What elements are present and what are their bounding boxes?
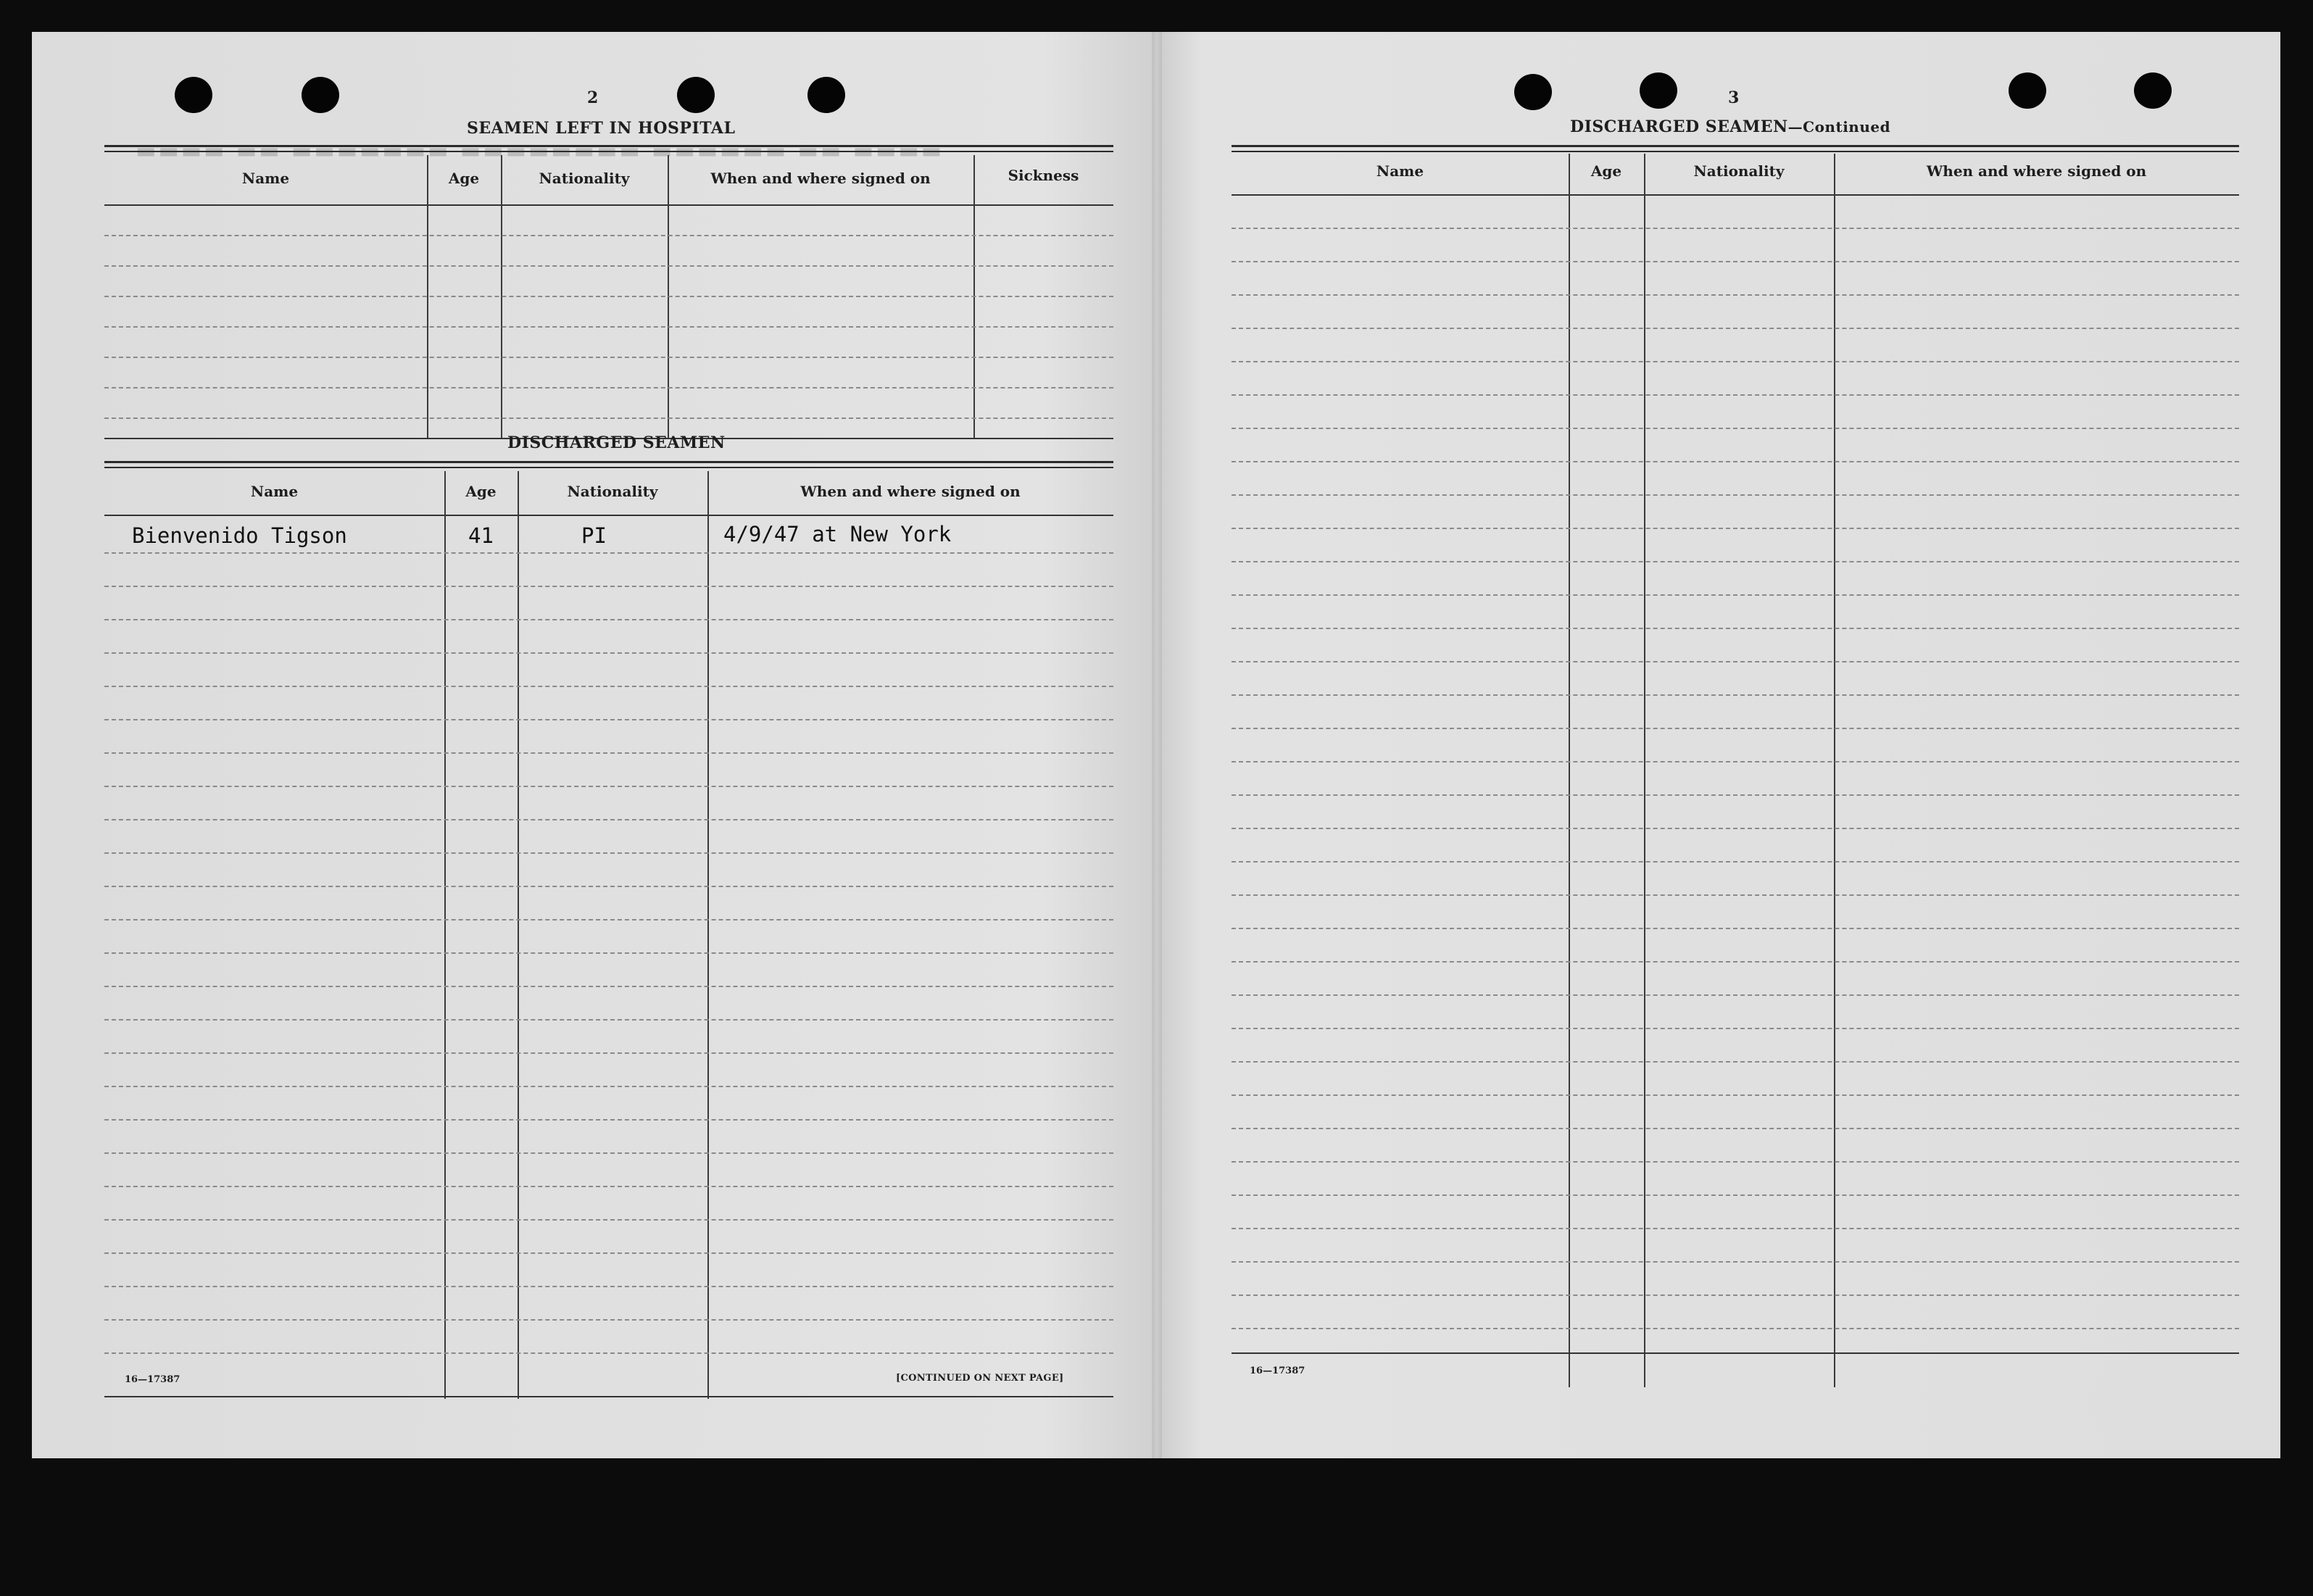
punch-hole [1640, 72, 1677, 109]
row-line [1232, 1294, 2239, 1296]
punch-hole [2134, 72, 2172, 109]
row-line [1232, 561, 2239, 562]
row-line [1232, 1161, 2239, 1163]
rule [1232, 151, 2239, 152]
rule [1232, 145, 2239, 147]
row-line [1232, 728, 2239, 729]
column-divider [444, 471, 446, 1399]
row-line [1232, 761, 2239, 762]
row-line [1232, 1228, 2239, 1229]
row-line [104, 986, 1113, 987]
section-title-discharged-continued [1570, 117, 1890, 136]
form-number: 16—17387 [125, 1374, 180, 1385]
row-line [1232, 794, 2239, 796]
row-line [104, 652, 1113, 654]
page-fold [1152, 32, 1162, 1458]
column-divider [707, 471, 709, 1399]
column-header: Age [448, 170, 480, 187]
column-header: When and where signed on [800, 483, 1021, 500]
column-divider [518, 471, 519, 1399]
row-line [1232, 1061, 2239, 1063]
rule [104, 461, 1113, 463]
punch-hole [1514, 74, 1552, 110]
rule [104, 145, 1113, 147]
manifest-sheet [32, 32, 2280, 1458]
column-divider [668, 155, 669, 439]
row-line [104, 1152, 1113, 1154]
row-line [104, 1252, 1113, 1254]
row-line [1232, 694, 2239, 696]
column-divider [501, 155, 502, 439]
row-line [1232, 394, 2239, 396]
row-line [1232, 594, 2239, 596]
column-header: Nationality [539, 170, 630, 187]
row-line [104, 819, 1113, 820]
row-line [104, 357, 1113, 358]
row-line [104, 235, 1113, 236]
table-line [104, 515, 1113, 516]
row-line [104, 326, 1113, 328]
column-header: When and where signed on [1926, 162, 2147, 180]
column-header: Name [250, 483, 299, 500]
row-line [1232, 528, 2239, 529]
punch-hole [175, 77, 212, 113]
row-line [104, 1219, 1113, 1221]
punch-hole [677, 77, 715, 113]
punch-hole [807, 77, 845, 113]
row-line [1232, 1028, 2239, 1029]
section-title-discharged: DISCHARGED SEAMEN [507, 433, 726, 452]
row-line [104, 786, 1113, 787]
punch-hole [302, 77, 339, 113]
row-line [104, 296, 1113, 297]
continued-note: [CONTINUED ON NEXT PAGE] [896, 1373, 1064, 1384]
column-divider [973, 155, 975, 439]
column-header: Age [465, 483, 497, 500]
row-line [1232, 661, 2239, 662]
row-line [104, 586, 1113, 587]
form-number: 16—17387 [1250, 1366, 1305, 1376]
bleed-through-mark: ▬▬▬▬ ▬▬ ▬▬▬▬▬▬ ▬▬▬▬▬▬▬▬ ▬▬▬▬▬▬▬ ▬▬ ▬▬▬▬ [133, 141, 942, 166]
column-header: Name [241, 170, 290, 187]
row-line [104, 1352, 1113, 1354]
row-line [1232, 494, 2239, 496]
row-line [1232, 294, 2239, 296]
seaman-signed-on: 4/9/47 at New York [723, 522, 952, 546]
row-line [104, 752, 1113, 754]
row-line [1232, 428, 2239, 429]
row-line [1232, 1261, 2239, 1263]
seaman-age: 41 [468, 523, 494, 548]
row-line [104, 852, 1113, 854]
column-divider [427, 155, 428, 439]
row-line [104, 265, 1113, 267]
row-line [1232, 1194, 2239, 1196]
row-line [1232, 628, 2239, 629]
row-line [1232, 861, 2239, 863]
seaman-nationality: PI [581, 523, 607, 548]
row-line [104, 387, 1113, 388]
column-header: Age [1590, 162, 1622, 180]
row-line [104, 1086, 1113, 1087]
row-line [104, 619, 1113, 620]
row-line [104, 1052, 1113, 1054]
row-line [104, 919, 1113, 920]
section-title-text: DISCHARGED SEAMEN [1570, 117, 1788, 136]
table-line [1232, 1352, 2239, 1354]
row-line [104, 1019, 1113, 1021]
page-number: 3 [1728, 88, 1740, 107]
row-line [1232, 1328, 2239, 1329]
seaman-name: Bienvenido Tigson [132, 523, 347, 548]
table-line [1232, 194, 2239, 196]
row-line [104, 952, 1113, 954]
rule [104, 467, 1113, 468]
punch-hole [2009, 72, 2046, 109]
column-header: Sickness [1008, 167, 1079, 184]
rule [104, 151, 1113, 152]
row-line [1232, 361, 2239, 362]
row-line [1232, 1128, 2239, 1129]
column-header: When and where signed on [710, 170, 931, 187]
row-line [1232, 261, 2239, 262]
row-line [104, 552, 1113, 554]
row-line [1232, 928, 2239, 929]
column-header: Nationality [567, 483, 658, 500]
column-header: Nationality [1693, 162, 1785, 180]
row-line [1232, 228, 2239, 229]
column-divider [1569, 154, 1570, 1387]
table-line [104, 204, 1113, 206]
row-line [1232, 828, 2239, 829]
row-line [104, 719, 1113, 720]
row-line [104, 1186, 1113, 1187]
row-line [1232, 1094, 2239, 1096]
row-line [104, 886, 1113, 887]
row-line [104, 1319, 1113, 1321]
row-line [104, 1286, 1113, 1287]
row-line [1232, 328, 2239, 329]
page-number: 2 [587, 88, 599, 107]
column-divider [1834, 154, 1835, 1387]
row-line [1232, 994, 2239, 996]
row-line [104, 1119, 1113, 1121]
table-line [104, 1396, 1113, 1397]
row-line [1232, 461, 2239, 462]
column-header: Name [1376, 162, 1424, 180]
section-title-hospital: SEAMEN LEFT IN HOSPITAL [467, 119, 736, 138]
section-title-suffix: —Continued [1787, 118, 1891, 136]
row-line [1232, 961, 2239, 963]
row-line [1232, 894, 2239, 896]
row-line [104, 417, 1113, 419]
column-divider [1644, 154, 1645, 1387]
row-line [104, 686, 1113, 687]
